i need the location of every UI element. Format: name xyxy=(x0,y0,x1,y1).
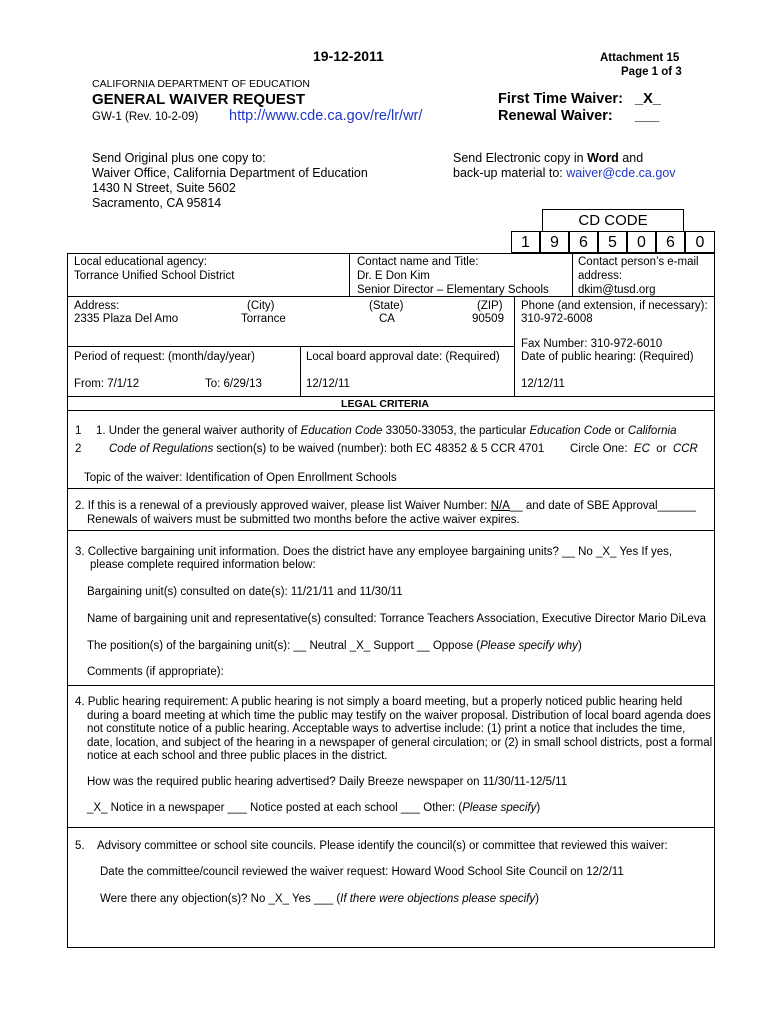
renewal-waiver-value: ___ xyxy=(635,108,660,124)
grid-divider xyxy=(67,530,715,531)
state-value: CA xyxy=(379,313,395,325)
document-date: 19-12-2011 xyxy=(313,48,384,64)
phone-label: Phone (and extension, if necessary): xyxy=(521,300,708,312)
city-label: (City) xyxy=(247,300,275,312)
section5-number: 5. xyxy=(75,840,85,852)
hearing-notice-options: _X_ Notice in a newspaper ___ Notice posted at each school ___ Other: (Please specify) xyxy=(87,802,541,814)
send-original-line1: Send Original plus one copy to: xyxy=(92,151,266,165)
advisory-committee-question: Advisory committee or school site councils. Please identify the council(s) or committee that reviewed this waiver: xyxy=(97,840,668,852)
hearing-requirement-line3: not constitute notice of a public hearing. Acceptable ways to advertise include: (1) print a notice that includes the time, xyxy=(87,723,686,735)
grid-divider xyxy=(67,827,715,828)
bargaining-position: The position(s) of the bargaining unit(s): __ Neutral _X_ Support __ Oppose (Please specify why) xyxy=(87,640,582,652)
form-border-top xyxy=(67,253,715,254)
period-from: From: 7/1/12 xyxy=(74,378,140,390)
send-electronic-line1: Send Electronic copy in Word and xyxy=(453,151,644,165)
email-label-line1: Contact person’s e-mail xyxy=(578,256,699,268)
public-hearing-label: Date of public hearing: (Required) xyxy=(521,351,694,363)
board-approval-label: Local board approval date: (Required) xyxy=(306,351,500,363)
fax-number: Fax Number: 310-972-6010 xyxy=(521,338,663,350)
board-approval-value: 12/12/11 xyxy=(306,378,350,390)
cd-code-digit: 6 xyxy=(656,231,685,253)
send-original-line2: Waiver Office, California Department of Education xyxy=(92,166,368,180)
page-indicator: Page 1 of 3 xyxy=(621,66,682,78)
cd-code-digit: 0 xyxy=(685,231,715,253)
cd-code-label: CD CODE xyxy=(542,209,684,232)
grid-divider xyxy=(300,346,301,396)
grid-divider xyxy=(572,253,573,296)
waiver-topic: Topic of the waiver: Identification of Open Enrollment Schools xyxy=(84,472,397,484)
hearing-requirement-line1: 4. Public hearing requirement: A public hearing is not simply a board meeting, but a properly noticed public hearing held xyxy=(75,696,683,708)
zip-value: 90509 xyxy=(472,313,504,325)
contact-title: Senior Director – Elementary Schools xyxy=(357,284,549,296)
hearing-requirement-line5: notice at each school and three public places in the district. xyxy=(87,750,388,762)
legal-criteria-heading: LEGAL CRITERIA xyxy=(341,398,429,410)
renewal-note: Renewals of waivers must be submitted two months before the active waiver expires. xyxy=(87,514,520,526)
form-code: GW-1 (Rev. 10-2-09) xyxy=(92,111,199,123)
bargaining-instruction: please complete required information below: xyxy=(90,559,316,571)
address-value: 2335 Plaza Del Amo xyxy=(74,313,179,325)
address-label: Address: xyxy=(74,300,120,312)
grid-divider xyxy=(67,410,715,411)
email-value: dkim@tusd.org xyxy=(578,284,656,296)
contact-name: Dr. E Don Kim xyxy=(357,270,430,282)
renewal-waiver-label: Renewal Waiver: xyxy=(498,108,613,124)
department-name: CALIFORNIA DEPARTMENT OF EDUCATION xyxy=(92,78,310,90)
renewal-waiver-number: 2. If this is a renewal of a previously approved waiver, please list Waiver Number: N/A__ and date of SBE Approval______ xyxy=(75,500,696,512)
committee-review-date: Date the committee/council reviewed the waiver request: Howard Wood School Site Council on 12/2/11 xyxy=(100,866,624,878)
legal-number-1: 1 xyxy=(75,425,82,437)
legal-criteria-line1: 1. Under the general waiver authority of Education Code 33050-33053, the particular Education Code or California xyxy=(96,425,677,437)
circle-option-ec[interactable]: EC xyxy=(633,443,650,455)
waiver-url-link[interactable]: http://www.cde.ca.gov/re/lr/wr/ xyxy=(229,108,423,124)
grid-divider xyxy=(67,396,715,397)
bargaining-comments: Comments (if appropriate): xyxy=(87,666,224,678)
grid-divider xyxy=(67,685,715,686)
send-electronic-line2: back-up material to: waiver@cde.ca.gov xyxy=(453,166,676,180)
zip-label: (ZIP) xyxy=(477,300,503,312)
hearing-advertised: How was the required public hearing advertised? Daily Breeze newspaper on 11/30/11-12/5/11 xyxy=(87,776,568,788)
contact-label: Contact name and Title: xyxy=(357,256,479,268)
attachment-label: Attachment 15 xyxy=(600,52,680,64)
cd-code-digit: 0 xyxy=(627,231,656,253)
public-hearing-value: 12/12/11 xyxy=(521,378,565,390)
hearing-requirement-line2: during a board meeting at which time the public may testify on the waiver proposal. Distribution of local board agenda does xyxy=(87,710,711,722)
circle-option-ccr[interactable]: CCR xyxy=(672,443,698,455)
form-title: GENERAL WAIVER REQUEST xyxy=(92,91,306,108)
cd-code-digit: 6 xyxy=(569,231,598,253)
bargaining-question: 3. Collective bargaining unit information. Does the district have any employee bargaining units? __ No _X_ Yes If yes, xyxy=(75,546,673,558)
send-original-line3: 1430 N Street, Suite 5602 xyxy=(92,181,236,195)
period-to: To: 6/29/13 xyxy=(205,378,262,390)
grid-divider xyxy=(349,253,350,296)
email-label-line2: address: xyxy=(578,270,623,282)
bargaining-unit-name: Name of bargaining unit and representative(s) consulted: Torrance Teachers Association, Executive Director Mario DiLeva xyxy=(87,613,706,625)
cd-code-digit: 1 xyxy=(511,231,540,253)
form-border-right xyxy=(714,253,715,948)
form-border-left xyxy=(67,253,68,948)
legal-criteria-line2: Code of Regulations section(s) to be waived (number): both EC 48352 & 5 CCR 4701 xyxy=(109,443,545,455)
form-border-bottom xyxy=(67,947,715,948)
first-time-waiver-value: _X_ xyxy=(635,91,661,107)
objections-question: Were there any objection(s)? No _X_ Yes ___ (If there were objections please specify) xyxy=(100,893,539,905)
bargaining-dates: Bargaining unit(s) consulted on date(s): 11/21/11 and 11/30/11 xyxy=(87,586,403,598)
legal-number-2: 2 xyxy=(75,443,82,455)
cd-code-digit: 9 xyxy=(540,231,569,253)
phone-value: 310-972-6008 xyxy=(521,313,593,325)
send-original-line4: Sacramento, CA 95814 xyxy=(92,196,222,210)
first-time-waiver-label: First Time Waiver: xyxy=(498,91,623,107)
grid-divider xyxy=(67,346,515,347)
city-value: Torrance xyxy=(241,313,286,325)
state-label: (State) xyxy=(369,300,404,312)
grid-divider xyxy=(67,296,715,297)
waiver-email-link[interactable]: waiver@cde.ca.gov xyxy=(566,166,676,180)
grid-divider xyxy=(67,488,715,489)
period-label: Period of request: (month/day/year) xyxy=(74,351,255,363)
agency-value: Torrance Unified School District xyxy=(74,270,235,282)
cd-code-digit: 5 xyxy=(598,231,627,253)
agency-label: Local educational agency: xyxy=(74,256,207,268)
hearing-requirement-line4: date, location, and subject of the hearing in a newspaper of general circulation; or (2) in small school districts, post a formal xyxy=(87,737,713,749)
circle-one: Circle One: EC or CCR xyxy=(570,443,698,455)
